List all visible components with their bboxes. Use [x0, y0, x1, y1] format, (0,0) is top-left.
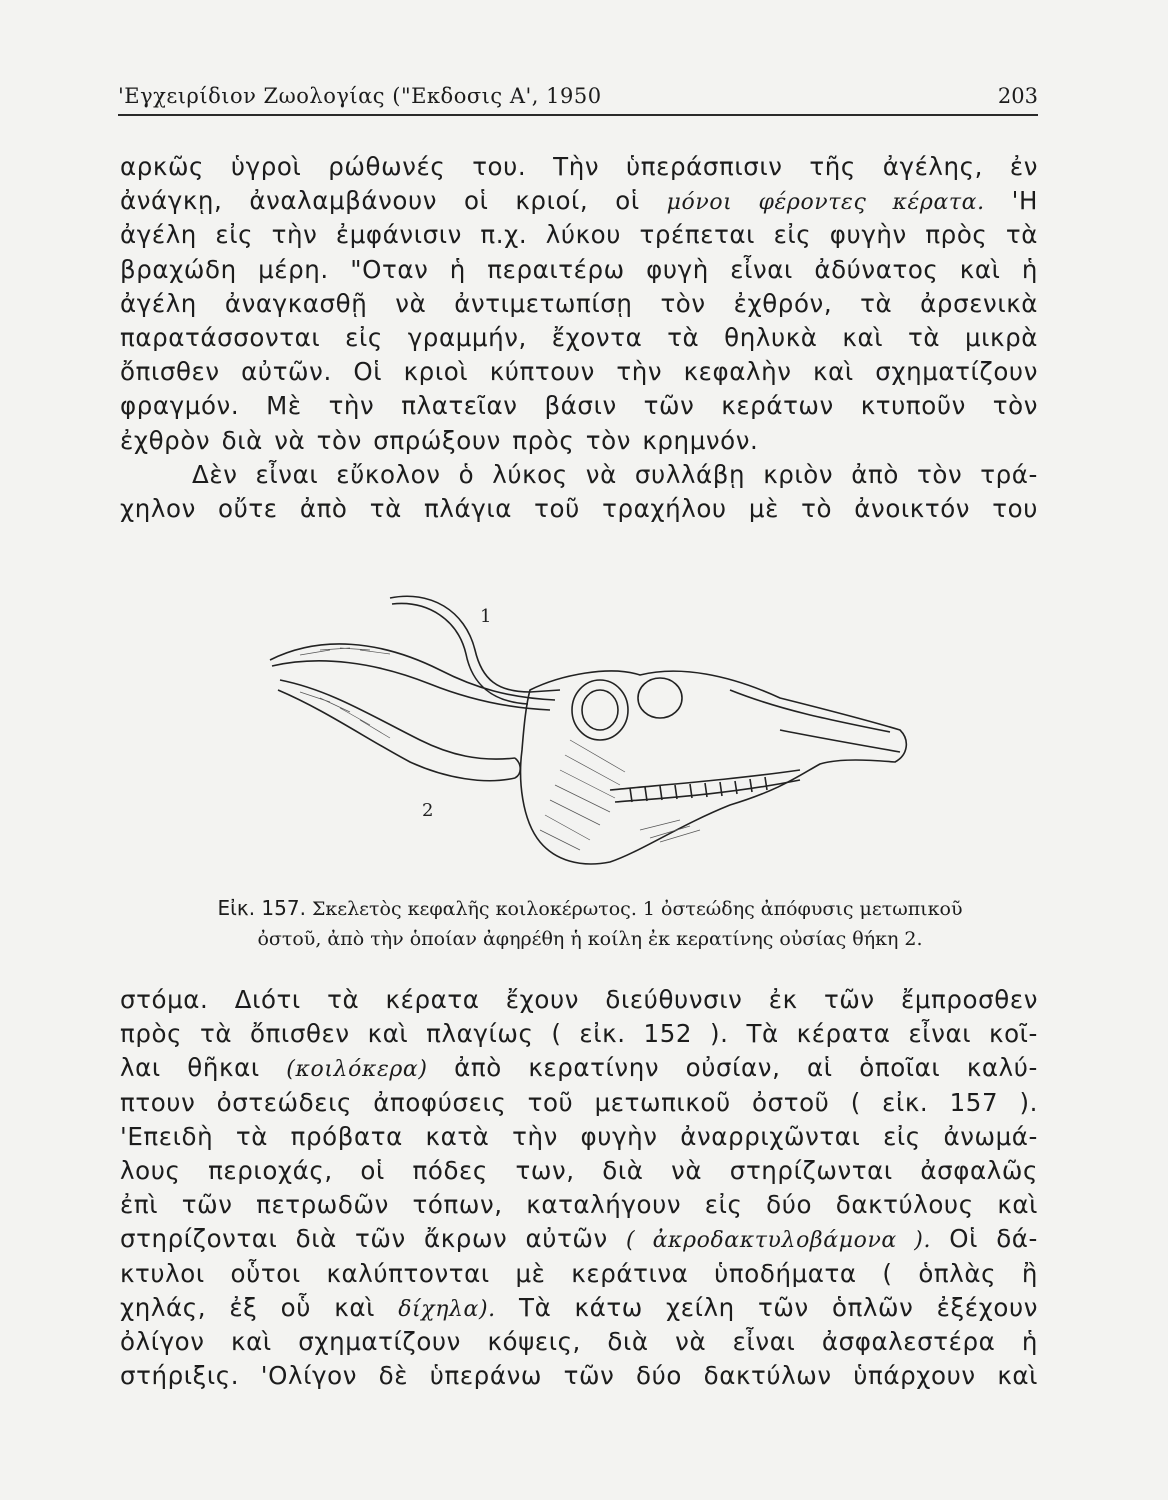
text-line: Δὲν εἶναι εὔκολον ὁ λύκος νὰ συλλάβῃ κριὸν ἀπὸ τὸν τρά- — [192, 459, 1038, 489]
text-line: στήριξις. 'Ολίγον δὲ ὑπεράνω τῶν δύο δακτύλων ὑπάρχουν καὶ — [120, 1361, 1038, 1391]
text-line: στηρίζονται διὰ τῶν ἄκρων αὐτῶν ( ἀκροδακτυλοβάμονα ). Οἱ δά- — [120, 1224, 1038, 1254]
text-line: αρκῶς ὑγροὶ ρώθωνές του. Τὴν ὑπεράσπισιν τῆς ἀγέλης, ἐν — [120, 152, 1038, 181]
text-line: λαι θῆκαι (κοιλόκερα) ἀπὸ κερατίνην οὐσίαν, αἱ ὁποῖαι καλύ- — [120, 1053, 1038, 1083]
text-line: ὀλίγον καὶ σχηματίζουν κόψεις, διὰ νὰ εἶναι ἀσφαλεστέρα ἡ — [120, 1326, 1038, 1356]
italic-term: δίχηλα). — [398, 1296, 496, 1322]
figure-label-2: 2 — [422, 800, 434, 821]
text-line: 'Επειδὴ τὰ πρόβατα κατὰ τὴν φυγὴν ἀναρριχῶνται εἰς ἀνωμά- — [120, 1121, 1038, 1151]
text-line: ἀγέλη ἀναγκασθῇ νὰ ἀντιμετωπίσῃ τὸν ἐχθρόν, τὰ ἀρσενικὰ — [120, 288, 1038, 318]
text-line: ἀγέλη εἰς τὴν ἐμφάνισιν π.χ. λύκου τρέπεται εἰς φυγὴν πρὸς τὰ — [120, 220, 1038, 250]
skull-outline — [521, 671, 907, 864]
text-line: ἐπὶ τῶν πετρωδῶν τόπων, καταλήγουν εἰς δύο δακτύλους καὶ — [120, 1190, 1038, 1220]
italic-term: (κοιλόκερα) — [286, 1057, 428, 1083]
text-line: κτυλοι οὗτοι καλύπτονται μὲ κεράτινα ὑποδήματα ( ὁπλὰς ἢ — [120, 1258, 1038, 1288]
text-line: στόμα. Διότι τὰ κέρατα ἔχουν διεύθυνσιν ἐκ τῶν ἔμπροσθεν — [120, 985, 1038, 1014]
italic-phrase: μόνοι φέροντες κέρατα. — [666, 190, 985, 216]
paragraph-top — [120, 150, 1038, 526]
page-number: 203 — [997, 84, 1038, 108]
text-line: φραγμόν. Μὲ τὴν πλατεῖαν βάσιν τῶν κεράτων κτυποῦν τὸν — [120, 391, 1038, 421]
text-line: ὄπισθεν αὐτῶν. Οἱ κριοὶ κύπτουν τὴν κεφαλὴν καὶ σχηματίζουν — [120, 357, 1038, 387]
text-line: λους περιοχάς, οἱ πόδες των, διὰ νὰ στηρίζωνται ἀσφαλῶς — [120, 1155, 1038, 1185]
text-line: ἀνάγκῃ, ἀναλαμβάνουν οἱ κριοί, οἱ μόνοι φέροντες κέρατα. 'Η — [120, 186, 1038, 216]
figure-caption — [160, 893, 1020, 954]
text-line: πρὸς τὰ ὄπισθεν καὶ πλαγίως ( εἰκ. 152 ). Τὰ κέρατα εἶναι κοῖ- — [120, 1019, 1038, 1049]
text-line: χηλάς, ἐξ οὗ καὶ δίχηλα). Τὰ κάτω χείλη τῶν ὁπλῶν ἐξέχουν — [120, 1292, 1039, 1322]
header-title: 'Εγχειρίδιον Ζωολογίας ("Εκδοσις Α', 1950 — [118, 84, 602, 108]
text-line: βραχώδη μέρη. "Οταν ἡ περαιτέρω φυγὴ εἶναι ἀδύνατος καὶ ἡ — [120, 254, 1038, 284]
skull-figure — [260, 580, 920, 880]
caption-line-1: Εἰκ. 157. Σκελετὸς κεφαλῆς κοιλοκέρωτος. 1 ὀστεώδης ἀπόφυσις μετωπικοῦ — [217, 896, 963, 920]
hollow-horned-skull-illustration — [260, 580, 920, 880]
text-line: χηλον οὔτε ἀπὸ τὰ πλάγια τοῦ τραχήλου μὲ τὸ ἀνοικτόν του — [120, 493, 1038, 523]
caption-label: Εἰκ. 157. — [217, 896, 306, 920]
horn-sheath-upper — [270, 644, 555, 700]
horn-sheath-lower — [280, 680, 515, 759]
text-line: παρατάσσονται εἰς γραμμήν, ἔχοντα τὰ θηλυκὰ καὶ τὰ μικρὰ — [120, 322, 1038, 352]
figure-label-1: 1 — [480, 606, 492, 627]
text-line: ἐχθρὸν διὰ νὰ τὸν σπρώξουν πρὸς τὸν κρημνόν. — [120, 425, 759, 455]
text-line: πτουν ὀστεώδεις ἀποφύσεις τοῦ μετωπικοῦ ὀστοῦ ( εἰκ. 157 ). — [120, 1087, 1038, 1117]
italic-term: ( ἀκροδακτυλοβάμονα ). — [626, 1228, 932, 1254]
paragraph-bottom — [120, 983, 1038, 1393]
caption-line-2: ὀστοῦ, ἀπὸ τὴν ὁποίαν ἀφηρέθη ἡ κοίλη ἐκ κερατίνης οὐσίας θήκη 2. — [257, 928, 923, 950]
running-header — [118, 80, 1038, 116]
